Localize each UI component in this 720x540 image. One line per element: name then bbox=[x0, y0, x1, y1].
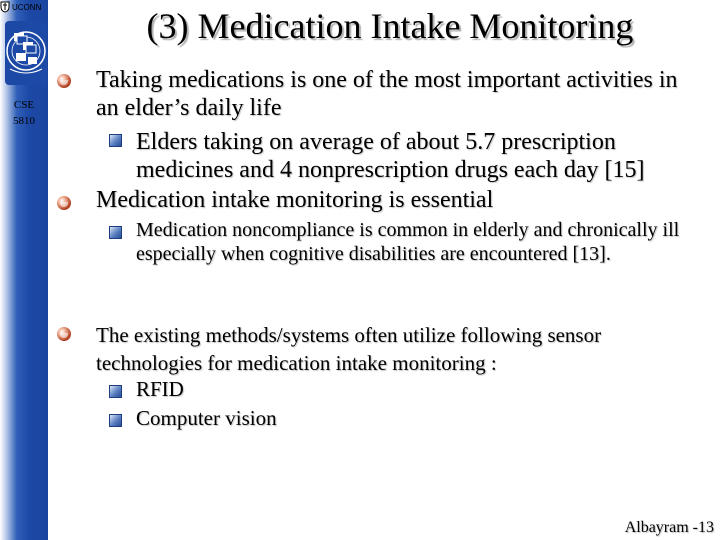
bullet-icon bbox=[57, 196, 71, 210]
school-seal-logo bbox=[2, 17, 50, 89]
slide-title: (3) Medication Intake Monitoring bbox=[146, 6, 634, 46]
sub-bullet-icon bbox=[109, 134, 122, 147]
sub-bullet-icon bbox=[109, 226, 122, 239]
page-label: Albayram -13 bbox=[624, 519, 714, 536]
sub-bullet-icon bbox=[109, 385, 122, 398]
course-code: CSE 5810 bbox=[13, 99, 35, 127]
bullet-text: The existing methods/systems often utilize following sensor technologies for medication intake monitoring : bbox=[96, 323, 602, 375]
bullet-text: Medication intake monitoring is essential bbox=[96, 187, 494, 213]
sub-bullet-icon bbox=[109, 414, 122, 427]
sub-bullet-text: Computer vision bbox=[136, 406, 277, 430]
sub-bullet-text: RFID bbox=[136, 377, 184, 401]
bullet-icon bbox=[57, 74, 71, 88]
bullet-text: Taking medications is one of the most important activities in an elder’s daily life bbox=[96, 67, 678, 121]
sub-bullet-text: Elders taking on average of about 5.7 prescription medicines and 4 nonprescription drugs each day [15] bbox=[136, 129, 645, 183]
bullet-icon bbox=[57, 327, 71, 341]
sub-bullet-text: Medication noncompliance is common in elderly and chronically ill especially when cognitive disabilities are encountered [13]. bbox=[136, 219, 680, 265]
crest-icon bbox=[0, 1, 10, 13]
university-logo bbox=[0, 0, 60, 14]
university-logo-text: UCONN bbox=[12, 2, 42, 12]
